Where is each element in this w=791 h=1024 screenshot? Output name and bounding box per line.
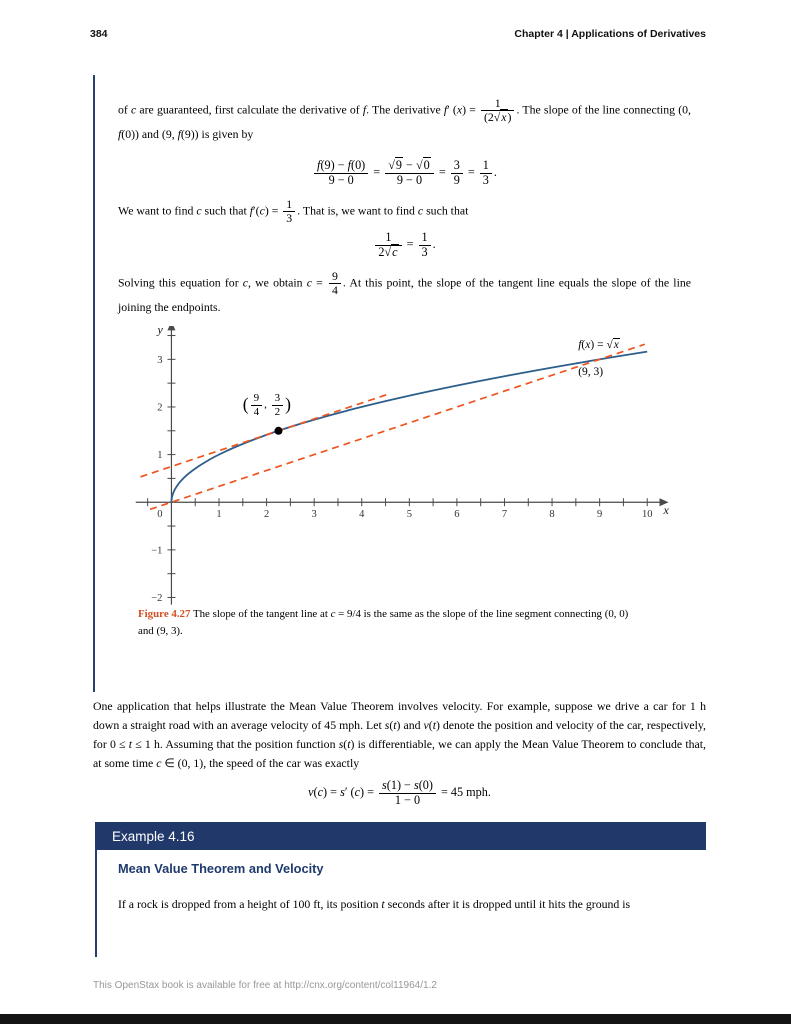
paragraph-derivative: of c are guaranteed, first calculate the derivative of f. The derivative f′ (x) = $\frac{1}{(2√x)}$ . The slope of the line connecting (0, f(0)) and (9, f(9)) is given by	[118, 96, 691, 142]
page-bottom-edge	[0, 1014, 791, 1024]
footer-note: This OpenStax book is available for free at http://cnx.org/content/col11964/1.2	[93, 980, 437, 991]
svg-text:−1: −1	[151, 545, 163, 557]
paragraph-find-c: We want to find c such that f′(c) = $\frac{1}{3}$ . That is, we want to find c such that	[118, 197, 469, 226]
page-number: 384	[90, 28, 108, 40]
svg-text:1: 1	[157, 450, 163, 462]
equation-secant-slope: $\frac{f(9) - f(0)}{9 - 0}$ = $\frac{√9 - √0}{9 - 0}$ = $\frac{3}{9}$ = $\frac{1}{3}$ .	[118, 159, 691, 187]
svg-text:4: 4	[359, 509, 365, 521]
page-header	[90, 28, 706, 40]
svg-text:8: 8	[549, 509, 555, 521]
paragraph-velocity: One application that helps illustrate the Mean Value Theorem involves velocity. For example, suppose we drive a car for 1 h down a straight road with an average velocity of 45 mph. Let s(t) and v(t) denote the position and velocity of the car, respectively, for 0 ≤ t ≤ 1 h. Assuming that the position function s(t) is differentiable, we can apply the Mean Value Theorem to conclude that, at some time c ∈ (0, 1), the speed of the car was exactly	[93, 699, 707, 771]
svg-text:5: 5	[406, 509, 412, 521]
svg-text:x: x	[663, 503, 669, 518]
endpoint-label: (9, 3)	[578, 366, 604, 378]
example-header-bar	[95, 822, 706, 850]
svg-text:7: 7	[501, 509, 508, 521]
paragraph-solving: Solving this equation for c, we obtain c = $\frac{9}{4}$ . At this point, the slope of the tangent line equals the slope of the line joining the endpoints.	[118, 269, 691, 315]
figure-number-label: Figure 4.27	[138, 608, 191, 620]
chapter-title: Chapter 4 | Applications of Derivatives	[514, 28, 706, 40]
svg-text:3: 3	[311, 509, 317, 521]
svg-text:−2: −2	[151, 592, 163, 604]
equation-velocity: v(c) = s′ (c) = $\frac{s(1) - s(0)}{1 - 0}$ = 45 mph.	[308, 778, 491, 807]
equation-one-over-2sqrtc: $\frac{1}{2√c}$ = $\frac{1}{3}$ .	[118, 231, 691, 259]
example-subtitle: Mean Value Theorem and Velocity	[118, 861, 324, 876]
svg-text:0: 0	[157, 509, 163, 521]
svg-text:2: 2	[157, 402, 163, 414]
svg-text:6: 6	[454, 509, 460, 521]
svg-text:2: 2	[263, 509, 270, 521]
tangent-point-label: ( $\frac{9}{4}$ , $\frac{3}{2}$ )	[242, 392, 292, 418]
svg-text:10: 10	[641, 509, 653, 521]
svg-text:1: 1	[216, 509, 222, 521]
svg-text:9: 9	[597, 509, 603, 521]
svg-text:y: y	[157, 326, 163, 337]
figure-caption-text: The slope of the tangent line at c = 9/4 is the same as the slope of the line segment connecting (0, 0) and (9, 3).	[138, 608, 629, 637]
figure-4-27-graph	[131, 326, 671, 607]
example-body-text: If a rock is dropped from a height of 100 ft, its position t seconds after it is dropped until it hits the ground is	[118, 897, 631, 911]
svg-text:3: 3	[157, 354, 163, 366]
example-left-border	[95, 850, 97, 957]
example-continuation-rule	[93, 75, 95, 692]
figure-caption	[138, 606, 646, 640]
example-number: Example 4.16	[112, 828, 195, 844]
curve-equation-label: f(x) = √x	[578, 339, 619, 352]
